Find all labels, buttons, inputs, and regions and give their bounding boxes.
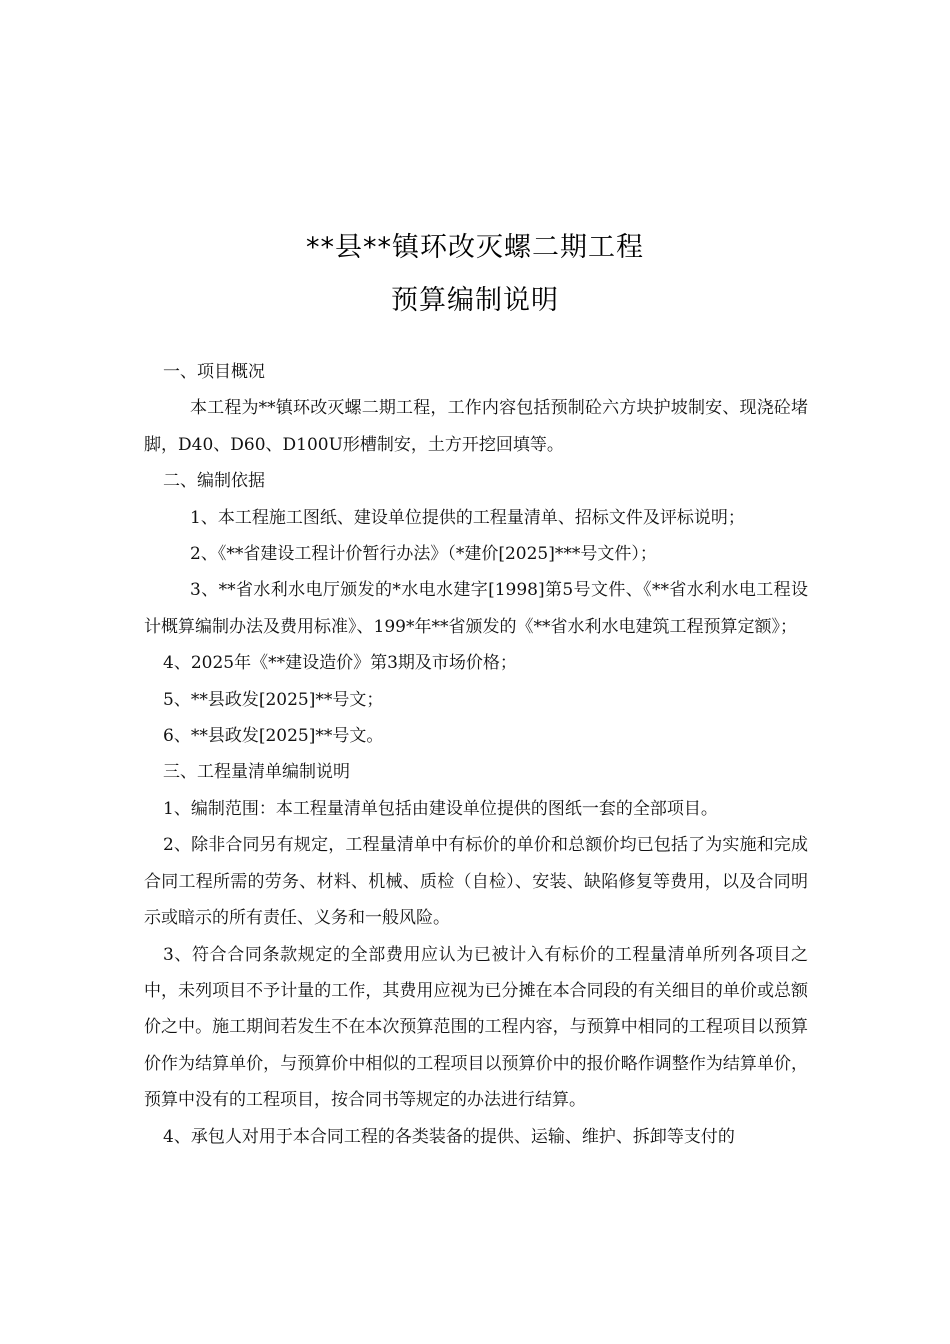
- basis-item-3: 3、**省水利水电厅颁发的*水电水建字[1998]第5号文件、《**省水利水电工程设计概算编制办法及费用标准》、199*年**省颁发的《**省水利水电建筑工程预算定额》；: [144, 580, 808, 637]
- basis-item-4: 4、2025年《**建设造价》第3期及市场价格；: [163, 653, 517, 674]
- boq-item-4: 4、承包人对用于本合同工程的各类装备的提供、运输、维护、拆卸等支付的: [163, 1126, 735, 1147]
- document-title: **县**镇环改灭螺二期工程: [306, 232, 644, 263]
- section-heading-bill-of-quantities: 三、工程量清单编制说明: [163, 762, 350, 783]
- basis-item-1: 1、本工程施工图纸、建设单位提供的工程量清单、招标文件及评标说明；: [190, 507, 745, 528]
- boq-item-3: 3、符合合同条款规定的全部费用应认为已被计入有标价的工程量清单所列各项目之中，未列项目不予计量的工作，其费用应视为已分摊在本合同段的有关细目的单价或总额价之中。施工期间若发生不在本次预算范围的工程内容，与预算中相同的工程项目以预算价作为结算单价，与预算价中相似的工程项目以预算价中的报价略作调整作为结算单价，预算中没有的工程项目，按合同书等规定的办法进行结算。: [144, 944, 808, 1111]
- basis-item-5: 5、**县政发[2025]**号文；: [163, 689, 384, 710]
- section-heading-overview: 一、项目概况: [163, 362, 265, 382]
- document-subtitle: 预算编制说明: [391, 285, 559, 316]
- overview-paragraph: 本工程为**镇环改灭螺二期工程，工作内容包括预制砼六方块护坡制安、现浇砼堵脚，D40、D60、D100U形槽制安，土方开挖回填等。: [144, 398, 808, 455]
- boq-item-2: 2、除非合同另有规定，工程量清单中有标价的单价和总额价均已包括了为实施和完成合同工程所需的劳务、材料、机械、质检（自检）、安装、缺陷修复等费用，以及合同明示或暗示的所有责任、义务和一般风险。: [144, 835, 808, 929]
- basis-item-2: 2、《**省建设工程计价暂行办法》（*建价[2025]***号文件）；: [190, 544, 657, 565]
- boq-item-1: 1、编制范围：本工程量清单包括由建设单位提供的图纸一套的全部项目。: [163, 798, 718, 819]
- document-body: [144, 354, 808, 1155]
- basis-item-6: 6、**县政发[2025]**号文。: [163, 726, 384, 747]
- section-heading-basis: 二、编制依据: [163, 471, 265, 492]
